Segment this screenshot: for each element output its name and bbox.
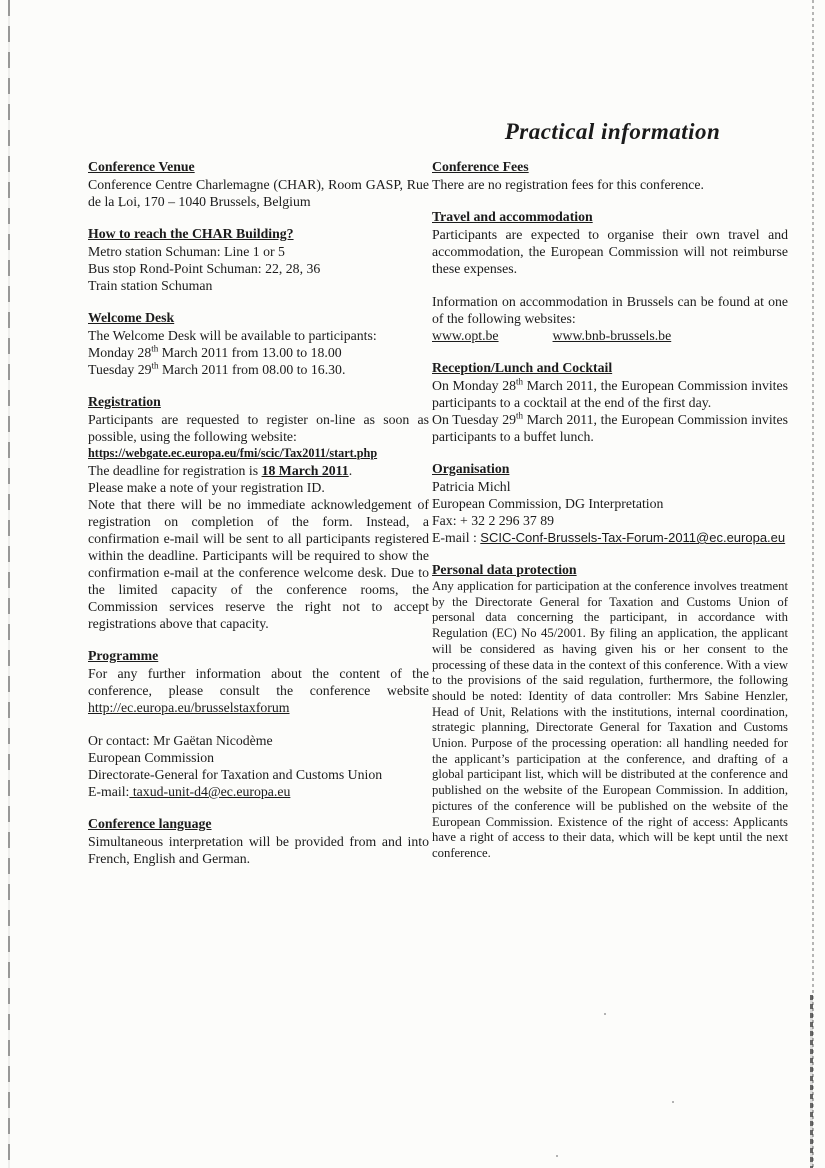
section-registration	[88, 393, 429, 632]
reach-line: Train station Schuman	[88, 278, 213, 293]
opt-website-link[interactable]: www.opt.be	[432, 328, 499, 343]
section-travel-accommodation	[432, 208, 788, 344]
section-heading: Reception/Lunch and Cocktail	[432, 360, 613, 375]
right-column	[432, 158, 788, 877]
scan-artifact-left-edge-line	[8, 0, 10, 1168]
welcome-tuesday-text: March 2011 from 08.00 to 16.30.	[158, 362, 346, 377]
travel-info: Information on accommodation in Brussels can be found at one of the following websites:	[432, 294, 788, 326]
section-heading: How to reach the CHAR Building?	[88, 226, 294, 241]
section-heading: Registration	[88, 394, 161, 409]
left-column	[88, 158, 429, 882]
reception-monday-text: March 2011, the European Commission invites participants to a cocktail at the end of the first day.	[432, 378, 788, 410]
ordinal-suffix: th	[516, 376, 524, 387]
section-heading: Conference Fees	[432, 159, 529, 174]
reach-line: Metro station Schuman: Line 1 or 5	[88, 244, 285, 259]
welcome-tuesday	[88, 361, 429, 378]
welcome-monday	[88, 344, 429, 361]
registration-url-link[interactable]: https://webgate.ec.europa.eu/fmi/scic/Tax2011/start.php	[88, 446, 378, 460]
programme-org-line: Directorate-General for Taxation and Customs Union	[88, 767, 383, 782]
section-personal-data-protection	[432, 561, 788, 862]
travel-body: Participants are expected to organise their own travel and accommodation, the European Commission will not reimburse these expenses.	[432, 227, 788, 276]
registration-intro: Participants are requested to register on-line as soon as possible, using the following website:	[88, 412, 429, 444]
section-heading: Conference Venue	[88, 159, 195, 174]
organisation-email	[432, 529, 788, 546]
organisation-line: European Commission, DG Interpretation	[432, 496, 664, 511]
spacer	[432, 277, 788, 293]
organisation-contact-name: Patricia Michl	[432, 479, 511, 494]
section-reception-lunch-cocktail	[432, 359, 788, 445]
reception-tuesday-text: On Tuesday 29	[432, 412, 517, 427]
section-heading: Travel and accommodation	[432, 209, 593, 224]
welcome-intro: The Welcome Desk will be available to participants:	[88, 328, 377, 343]
ordinal-suffix: th	[516, 410, 524, 421]
section-heading: Personal data protection	[432, 562, 577, 577]
programme-website-link[interactable]: http://ec.europa.eu/brusselstaxforum	[88, 700, 290, 715]
welcome-monday-text: March 2011 from 13.00 to 18.00	[158, 345, 342, 360]
programme-intro-text: For any further information about the content of the conference, please consult the conference website	[88, 666, 429, 698]
section-welcome-desk	[88, 309, 429, 378]
welcome-monday-text: Monday 28	[88, 345, 152, 360]
deadline-text: The deadline for registration is	[88, 463, 262, 478]
programme-contact: Or contact: Mr Gaëtan Nicodème	[88, 733, 273, 748]
reception-monday-text: On Monday 28	[432, 378, 517, 393]
travel-links	[432, 327, 788, 344]
scan-noise-dot	[556, 1155, 558, 1157]
section-conference-fees	[432, 158, 788, 193]
section-how-to-reach	[88, 225, 429, 294]
reception-tuesday	[432, 411, 788, 445]
deadline-date: 18 March 2011	[261, 463, 349, 478]
deadline-text: .	[348, 463, 353, 478]
reach-line: Bus stop Rond-Point Schuman: 22, 28, 36	[88, 261, 321, 276]
section-heading: Organisation	[432, 461, 510, 476]
programme-email	[88, 783, 429, 800]
welcome-tuesday-text: Tuesday 29	[88, 362, 152, 377]
scan-noise-dot	[604, 1013, 606, 1015]
section-conference-language	[88, 815, 429, 867]
section-heading: Conference language	[88, 816, 212, 831]
email-label: E-mail :	[432, 530, 481, 545]
spacer	[88, 716, 429, 732]
reception-tuesday-text: March 2011, the European Commission invites participants to a buffet lunch.	[432, 412, 788, 444]
scan-artifact-right-edge-dotted-line	[812, 0, 814, 1168]
section-organisation	[432, 460, 788, 546]
language-body: Simultaneous interpretation will be provided from and into French, English and German.	[88, 834, 429, 866]
programme-org-line: European Commission	[88, 750, 215, 765]
venue-body: Conference Centre Charlemagne (CHAR), Room GASP, Rue de la Loi, 170 – 1040 Brussels, Belgium	[88, 177, 429, 209]
section-programme	[88, 647, 429, 800]
ordinal-suffix: th	[151, 343, 159, 354]
scan-artifact-right-edge-dark-band	[810, 995, 813, 1168]
ordinal-suffix: th	[151, 360, 159, 371]
fees-body: There are no registration fees for this conference.	[432, 177, 704, 192]
registration-deadline	[88, 462, 429, 479]
section-conference-venue	[88, 158, 429, 210]
section-heading: Programme	[88, 648, 159, 663]
email-label: E-mail:	[88, 784, 130, 799]
page-title: Practical information	[504, 119, 721, 144]
organisation-email-link[interactable]: SCIC-Conf-Brussels-Tax-Forum-2011@ec.europa.eu	[480, 530, 786, 545]
scan-noise-dot	[672, 1101, 674, 1103]
registration-id-note: Please make a note of your registration ID.	[88, 480, 325, 495]
registration-note: Note that there will be no immediate acknowledgement of registration on completion of the form. Instead, a confirmation e-mail will be sent to all participants registered within the deadline. Participants will be required to show the confirmation e-mail at the conference welcome desk. Due to the limited capacity of the conference rooms, the Commission services reserve the right not to accept registrations above that capacity.	[88, 497, 429, 631]
section-heading: Welcome Desk	[88, 310, 175, 325]
data-protection-body: Any application for participation at the conference involves treatment by the Directorate General for Taxation and Customs Union of personal data concerning the participant, in accordance with Regulation (EC) No 45/2001. By filing an application, the applicant will be considered as having given his or her consent to the processing of these data in the context of this conference. With a view to the provisions of the said regulation, furthermore, the following should be noted: Identity of data controller: Mrs Sabine Henzler, Head of Unit, Relations with the institutions, internal coordination, strategic planning, Directorate General for Taxation and Customs Union. Purpose of the processing operation: all handling needed for the applicant’s participation at the conference, and drafting of a global participant list, which will be distributed at the conference and published on the website of the European Commission. In addition, pictures of the conference will be published on the website of the European Commission. Existence of the right of access: Applicants have a right of access to their data, which will be kept until the next conference.	[432, 579, 788, 860]
programme-intro	[88, 665, 429, 716]
reception-monday	[432, 377, 788, 411]
organisation-fax: Fax: + 32 2 296 37 89	[432, 513, 554, 528]
bnb-website-link[interactable]: www.bnb-brussels.be	[552, 328, 672, 343]
programme-email-link[interactable]: taxud-unit-d4@ec.europa.eu	[129, 784, 291, 799]
